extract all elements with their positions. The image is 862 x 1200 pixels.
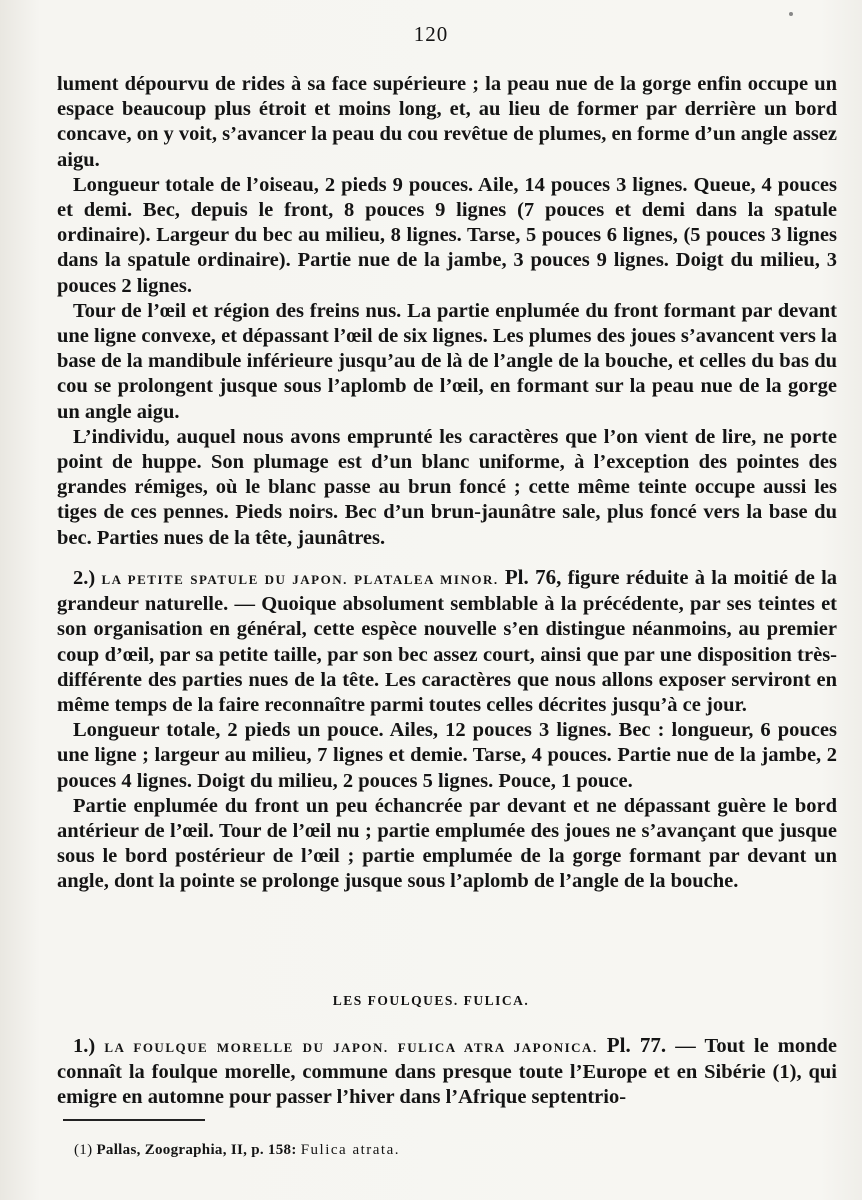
paper-speck [789,12,793,16]
footnote-rule [63,1119,205,1121]
entry-number: 2.) [73,567,96,589]
paragraph-measurements-minor: Longueur totale, 2 pieds un pouce. Ailes, 12 pouces 3 lignes. Bec : longueur, 6 pouces une ligne ; largeur au milieu, 7 lignes et demie. Tarse, 4 pouces. Partie nue de la jambe, 2 pouces 4 lignes. Doigt du milieu, 2 pouces 5 lignes. Pouce, 1 pouce. [57,719,837,792]
text-block-fulica [57,1033,837,1111]
section-heading: LES FOULQUES. FULICA. [332,993,530,1008]
footnote [74,1142,400,1159]
paragraph-bare-parts-minor: Partie enplumée du front un peu échancrée par devant et ne dépassant guère le bord antérieur de l’œil. Tour de l’œil nu ; partie emplumée des joues ne s’avançant que jusque sous le bord postérieur de l’œil ; partie emplumée de la gorge formant par devant un angle, dont la pointe se prolonge jusque sous l’aplomb de l’angle de la bouche. [57,794,837,893]
entry-latin-name: FULICA ATRA JAPONICA. [397,1040,598,1055]
entry-common-name: LA PETITE SPATULE DU JAPON. [101,572,348,587]
entry-latin-name: PLATALEA MINOR. [354,572,499,587]
entry-plate-reference: Pl. 76, [504,565,562,589]
footnote-species: Fulica atrata. [300,1142,400,1158]
paragraph-bare-parts: Tour de l’œil et région des freins nus. La partie enplumée du front formant par devant une ligne convexe, et dépassant l’œil de six lignes. Les plumes des joues s’avancent vers la base de la mandibule inférieure jusqu’au de là de l’angle de la bouche, et celles du bas du cou se prolongent jusque sous l’aplomb de l’œil, en formant sur la peau nue de la gorge un angle aigu. [57,299,837,423]
entry-intro-text: figure réduite à la moitié de la grandeur naturelle. — Quoique absolument semblable à la précédente, par ses teintes et son organisation en général, cette espèce nouvelle s’en distingue néanmoins, au premier coup d’œil, par sa petite taille, par son bec assez court, ainsi que par une disposition très-différente des parties nues de la tête. Les caractères que nous allons exposer serviront en même temps de la faire reconnaître parmi toutes celles décrites jusqu’à ce jour. [57,567,838,717]
entry-number: 1.) [73,1035,96,1057]
text-block-platalea-minor [57,565,837,895]
paragraph-measurements: Longueur totale de l’oiseau, 2 pieds 9 pouces. Aile, 14 pouces 3 lignes. Queue, 4 pouces et demi. Bec, depuis le front, 8 pouces 9 lignes (7 pouces et demi dans la spatule ordinaire). Largeur du bec au milieu, 8 lignes. Tarse, 5 pouces 6 lignes, (5 pouces 3 lignes dans la spatule ordinaire). Partie nue de la jambe, 3 pouces 9 lignes. Doigt du milieu, 3 pouces 2 lignes. [57,173,837,297]
entry-plate-reference: Pl. 77. [606,1033,667,1057]
paragraph-species-intro [57,565,837,718]
footnote-work: Zoographia, II, p. 158: [144,1142,297,1158]
text-block-platalea-major [57,72,837,551]
paragraph-description-end: lument dépourvu de rides à sa face supérieure ; la peau nue de la gorge enfin occupe un espace beaucoup plus étroit et moins long, et, au lieu de former par derrière un bord concave, on y voit, s’avancer la peau du cou revêtue de plumes, en forme d’un angle assez aigu. [57,73,837,171]
paragraph-plumage: L’individu, auquel nous avons emprunté les caractères que l’on vient de lire, ne porte point de huppe. Son plumage est d’un blanc uniforme, à l’exception des pointes des grandes rémiges, où le blanc passe au brun foncé ; cette même teinte occupe aussi les tiges de ces pennes. Pieds noirs. Bec d’un brun-jaunâtre sale, plus foncé vers la base du bec. Parties nues de la tête, jaunâtres. [57,425,837,549]
page-number: 120 [413,22,449,46]
footnote-marker: (1) [74,1142,93,1158]
entry-common-name: LA FOULQUE MORELLE DU JAPON. [104,1040,389,1055]
paragraph-fulica-intro [57,1033,837,1111]
footnote-author: Pallas, [96,1142,141,1158]
entry-intro-text: — Tout le monde connaît la foulque morelle, commune dans presque toute l’Europe et en Sibérie (1), qui emigre en automne pour passer l’hiver dans l’Afrique septentrio- [57,1035,838,1109]
